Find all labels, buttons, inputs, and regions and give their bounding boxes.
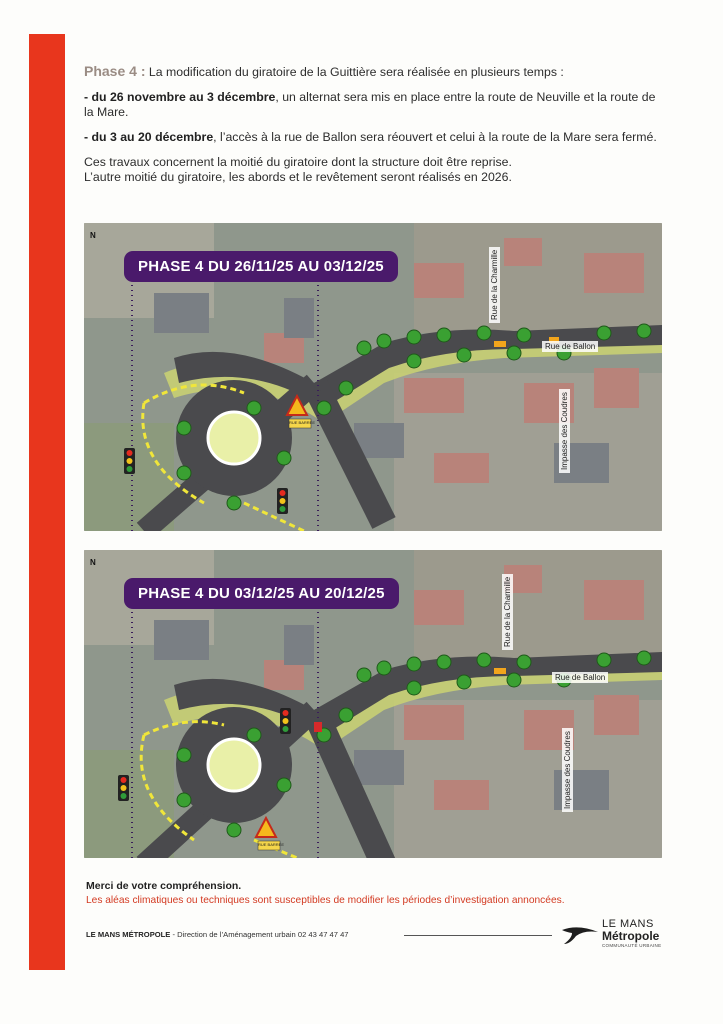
footer-contact (86, 930, 349, 939)
intro-text (84, 64, 664, 195)
phase-banner-1: PHASE 4 DU 26/11/25 AU 03/12/25 (124, 251, 398, 282)
street-label-charmille-1: Rue de la Charmille (489, 247, 500, 323)
phase-banner-2: PHASE 4 DU 03/12/25 AU 20/12/25 (124, 578, 399, 609)
north-arrow-icon: N (90, 558, 96, 567)
street-label-charmille-2: Rue de la Charmille (502, 574, 513, 650)
disclaimer-text: Les aléas climatiques ou techniques sont susceptibles de modifier les périodes d’investigation annoncées. (86, 895, 565, 906)
phase-text: La modification du giratoire de la Guittière sera réalisée en plusieurs temps : (145, 65, 564, 79)
phase-label: Phase 4 : (84, 63, 146, 79)
phase-map-2 (84, 550, 662, 858)
works-note-line-1: Ces travaux concernent la moitié du giratoire dont la structure doit être reprise. (84, 155, 512, 169)
item-1-text: , un alternat sera mis en place entre la route de Neuville et la route de la Mare. (84, 90, 656, 119)
thanks-text: Merci de votre compréhension. (86, 880, 242, 892)
item-1-dates: - du 26 novembre au 3 décembre (84, 90, 276, 104)
road-closed-label-2: RUE BARRÉE (258, 842, 285, 847)
works-note-line-2: L’autre moitié du giratoire, les abords et le revêtement seront réalisés en 2026. (84, 170, 512, 184)
phase-paragraph (84, 64, 664, 80)
item-2 (84, 130, 664, 145)
north-arrow-icon: N (90, 231, 96, 240)
phase-map-1 (84, 223, 662, 531)
footer-org: LE MANS MÉTROPOLE (86, 930, 171, 939)
works-note (84, 155, 664, 185)
logo-line-3: COMMUNAUTÉ URBAINE (602, 943, 662, 948)
logo-line-2: Métropole (602, 929, 660, 943)
item-1 (84, 90, 664, 120)
street-label-ballon-2: Rue de Ballon (552, 672, 608, 683)
traffic-light-1a (124, 448, 135, 474)
le-mans-metropole-logo (560, 918, 680, 954)
street-label-coudres-2: Impasse des Coudres (562, 728, 573, 812)
traffic-light-1b (277, 488, 288, 514)
left-red-band (29, 34, 65, 970)
footer-divider (404, 935, 552, 936)
item-2-text: , l’accès à la rue de Ballon sera réouvert et celui à la route de la Mare sera fermé. (213, 130, 657, 144)
street-label-coudres-1: Impasse des Coudres (559, 389, 570, 473)
footer-contact-text: - Direction de l’Aménagement urbain 02 43 47 47 47 (170, 930, 349, 939)
street-label-ballon-1: Rue de Ballon (542, 341, 598, 352)
item-2-dates: - du 3 au 20 décembre (84, 130, 214, 144)
traffic-light-2b (280, 708, 291, 734)
logo-line-1: LE MANS (602, 918, 654, 930)
road-closed-label-1: RUE BARRÉE (289, 420, 316, 425)
bird-logo-icon (560, 922, 600, 946)
traffic-light-2a (118, 775, 129, 801)
